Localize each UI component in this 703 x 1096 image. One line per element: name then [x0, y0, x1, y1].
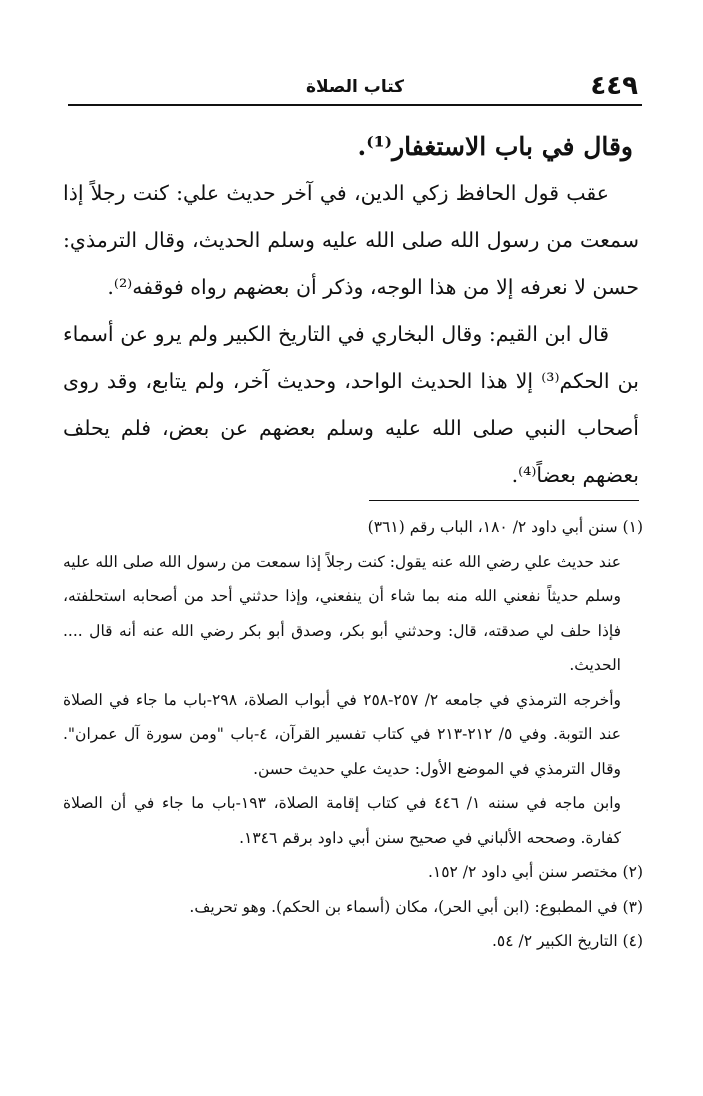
footnotes — [63, 510, 643, 959]
footnote-divider — [369, 500, 639, 501]
page-header — [68, 70, 642, 106]
paragraph: قال ابن القيم: وقال البخاري في التاريخ الكبير ولم يرو عن أسماء بن الحكم⁽³⁾ إلا هذا الحديث الواحد، وحديث آخر، ولم يتابع، وقد روى أصحاب النبي صلى الله عليه وسلم بعضهم عن بعض، فلم يحلف بعضهم بعضاً⁽⁴⁾. — [63, 322, 639, 487]
running-title: كتاب الصلاة — [305, 77, 405, 97]
footnote-1-text: وأخرجه الترمذي في جامعه ٢/ ٢٥٧-٢٥٨ في أبواب الصلاة، ٢٩٨-باب ما جاء في الصلاة عند التوبة. وفي ٥/ ٢١٢-٢١٣ في كتاب تفسير القرآن، ٤-باب "ومن سورة آل عمران". وقال الترمذي في الموضع الأول: حديث علي حديث حسن. — [63, 690, 622, 778]
footnote-1-text: عند حديث علي رضي الله عنه يقول: كنت رجلاً إذا سمعت من رسول الله صلى الله عليه وسلم حديثاً نفعني الله منه بما شاء أن ينفعني، وإذا حدثني أحد من أصحابه استحلفته، فإذا حلف لي صدقته، قال: وحدثني أبو بكر، وصدق أبو بكر رضي الله عنه أنه قال .... الحديث. — [63, 552, 621, 674]
footnote-3: (٣) في المطبوع: (ابن أبي الحر)، مكان (أسماء بن الحكم). وهو تحريف. — [189, 897, 643, 916]
page-number: ٤٤٩ — [590, 71, 638, 101]
footnote-4: (٤) التاريخ الكبير ٢/ ٥٤. — [491, 932, 643, 950]
footnote-2: (٢) مختصر سنن أبي داود ٢/ ١٥٢. — [427, 863, 643, 881]
footnote-1-text: وابن ماجه في سننه ١/ ٤٤٦ في كتاب إقامة الصلاة، ١٩٣-باب ما جاء في أن الصلاة كفارة. وصححه الألباني في صحيح سنن أبي داود برقم ١٣٤٦. — [63, 794, 621, 847]
paragraph: عقب قول الحافظ زكي الدين، في آخر حديث علي: كنت رجلاً إذا سمعت من رسول الله صلى الله عليه وسلم الحديث، وقال الترمذي: حسن لا نعرفه إلا من هذا الوجه، وذكر أن بعضهم رواه فوقفه⁽²⁾. — [63, 181, 639, 299]
section-heading: وقال في باب الاستغفار⁽¹⁾. — [357, 132, 633, 161]
footnote-1: (١) سنن أبي داود ٢/ ١٨٠، الباب رقم (٣٦١) — [367, 518, 643, 536]
main-text — [63, 124, 639, 499]
